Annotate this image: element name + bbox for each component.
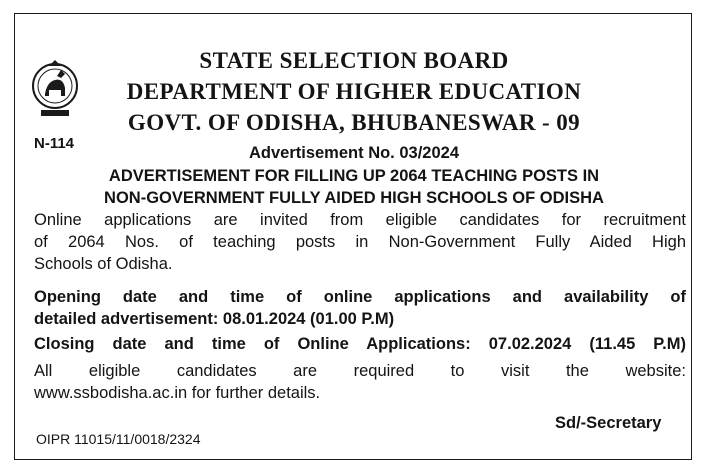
intro-line-3: Schools of Odisha. (34, 255, 173, 273)
website-instruction-line-1: All eligible candidates are required to visit the website: (34, 362, 686, 380)
secretary-signature: Sd/-Secretary (555, 414, 662, 432)
board-name: STATE SELECTION BOARD (199, 48, 509, 73)
intro-line-2: of 2064 Nos. of teaching posts in Non-Government Fully Aided High (34, 233, 686, 251)
advertisement-title-line-1: ADVERTISEMENT FOR FILLING UP 2064 TEACHING POSTS IN (108, 167, 600, 185)
government-address: GOVT. OF ODISHA, BHUBANESWAR - 09 (127, 110, 581, 135)
opening-date-line-2: detailed advertisement: 08.01.2024 (01.00 P.M) (34, 310, 395, 328)
advertisement-title-line-2: NON-GOVERNMENT FULLY AIDED HIGH SCHOOLS OF ODISHA (104, 189, 604, 207)
oipr-number: OIPR 11015/11/0018/2324 (36, 431, 201, 447)
reference-number: N-114 (34, 135, 75, 152)
opening-date-line-1: Opening date and time of online applications and availability of (34, 288, 686, 306)
intro-line-1: Online applications are invited from eligible candidates for recruitment (34, 211, 686, 229)
advertisement-number: Advertisement No. 03/2024 (248, 144, 459, 162)
website-instruction-line-2: www.ssbodisha.ac.in for further details. (34, 384, 321, 402)
closing-date: Closing date and time of Online Applications: 07.02.2024 (11.45 P.M) (34, 335, 686, 353)
department-name: DEPARTMENT OF HIGHER EDUCATION (126, 79, 582, 104)
